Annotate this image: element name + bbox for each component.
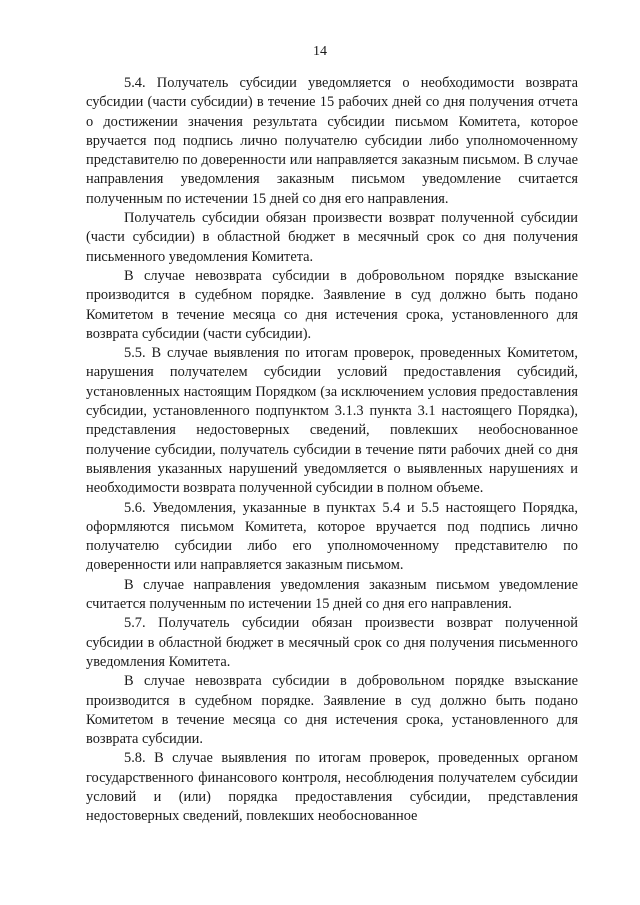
paragraph-5-4-return: Получатель субсидии обязан произвести возврат полученной субсидии (части субсидии) в областной бюджет в месячный срок со дня получения письменного уведомления Комитета. [86,210,578,265]
paragraph-5-6: 5.6. Уведомления, указанные в пунктах 5.4 и 5.5 настоящего Порядка, оформляются письмом Комитета, которое вручается под подпись лично получателю субсидии либо его уполномоченному представителю по доверенности или направляется заказным письмом. [86,499,578,574]
paragraph-5-8: 5.8. В случае выявления по итогам проверок, проведенных органом государственного финансового контроля, несоблюдения получателем субсидии условий и (или) порядка предоставления субсидии, представления недостоверных сведений, повлекших необоснованное [86,750,578,825]
paragraph-5-4: 5.4. Получатель субсидии уведомляется о необходимости возврата субсидии (части субсидии) в течение 15 рабочих дней со дня получения отчета о достижении значения результата субсидии письмом Комитета, которое вручается под подпись лично получателю субсидии либо уполномоченному представителю по доверенности или направляется заказным письмом. В случае направления уведомления заказным письмом уведомление считается полученным по истечении 15 дней со дня его направления. [86,75,578,207]
paragraph-5-6-mail: В случае направления уведомления заказным письмом уведомление считается полученным по истечении 15 дней со дня его направления. [86,576,578,613]
paragraph-5-7-court: В случае невозврата субсидии в добровольном порядке взыскание производится в судебном порядке. Заявление в суд должно быть подано Комитетом в течение месяца со дня истечения срока, установленного для возврата субсидии. [86,673,578,748]
paragraph-5-7: 5.7. Получатель субсидии обязан произвести возврат полученной субсидии в областной бюджет в месячный срок со дня получения письменного уведомления Комитета. [86,615,578,670]
paragraph-5-4-court: В случае невозврата субсидии в добровольном порядке взыскание производится в судебном порядке. Заявление в суд должно быть подано Комитетом в течение месяца со дня истечения срока, установленного для возврата субсидии (части субсидии). [86,267,578,342]
paragraph-5-5: 5.5. В случае выявления по итогам проверок, проведенных Комитетом, нарушения получателем субсидии условий предоставления субсидий, установленных настоящим Порядком (за исключением условия предоставления субсидии, установленного подпунктом 3.1.3 пункта 3.1 настоящего Порядка), представления недостоверных сведений, повлекших необоснованное получение субсидии, получатель субсидии в течение пяти рабочих дней со дня выявления указанных нарушений уведомляется о выявленных нарушениях и необходимости возврата полученной субсидии в полном объеме. [86,345,578,497]
page-number: 14 [313,44,327,59]
